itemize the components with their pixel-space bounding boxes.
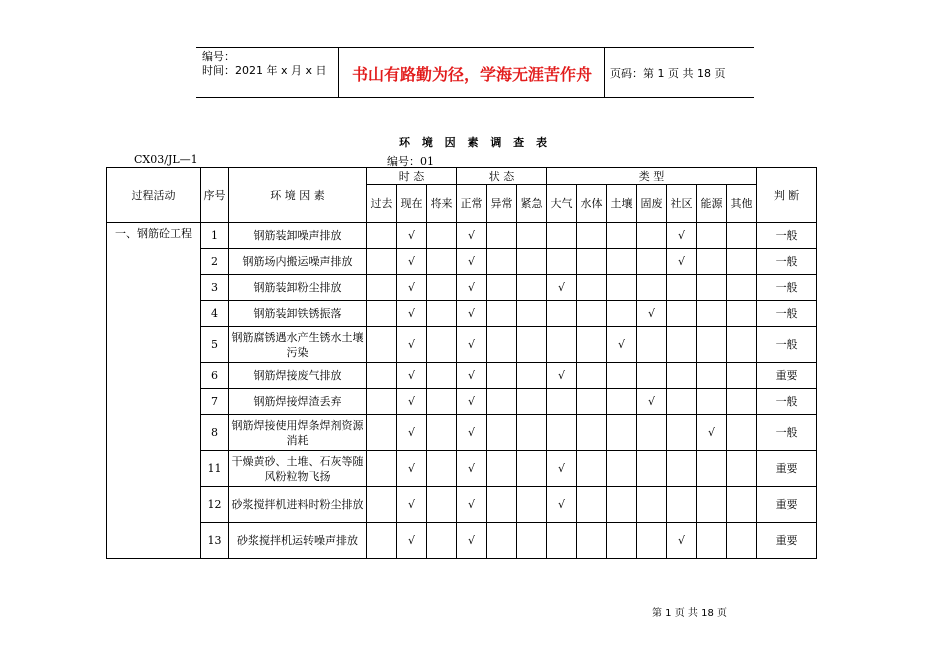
- state-cell: [487, 249, 517, 275]
- type-cell: [577, 249, 607, 275]
- type-cell: [697, 275, 727, 301]
- table-row: [107, 327, 817, 363]
- type-cell: [577, 451, 607, 487]
- state-check: √: [457, 389, 487, 415]
- state-cell: [487, 363, 517, 389]
- type-cell: [637, 363, 667, 389]
- col-time-0: 过去: [367, 185, 397, 223]
- table-row: [107, 223, 817, 249]
- time-cell: [427, 451, 457, 487]
- type-cell: [727, 363, 757, 389]
- row-judge: 一般: [757, 327, 817, 363]
- row-factor: 干燥黄砂、土堆、石灰等随风粉粒物飞扬: [229, 451, 367, 487]
- state-check: √: [457, 249, 487, 275]
- type-cell: [697, 363, 727, 389]
- table-row: [107, 389, 817, 415]
- activity-cell: 一、钢筋砼工程: [107, 223, 201, 559]
- row-no: 1: [201, 223, 229, 249]
- col-state-1: 异常: [487, 185, 517, 223]
- type-cell: [697, 487, 727, 523]
- time-label: 时间：2021 年 x 月 x 日: [202, 64, 327, 77]
- type-cell: [607, 451, 637, 487]
- type-cell: [607, 301, 637, 327]
- type-cell: [697, 327, 727, 363]
- col-type-6: 其他: [727, 185, 757, 223]
- time-check: √: [397, 301, 427, 327]
- time-cell: [427, 327, 457, 363]
- row-no: 3: [201, 275, 229, 301]
- state-cell: [487, 275, 517, 301]
- row-judge: 一般: [757, 249, 817, 275]
- type-cell: [697, 451, 727, 487]
- type-cell: [697, 389, 727, 415]
- type-cell: [547, 301, 577, 327]
- time-cell: [367, 301, 397, 327]
- time-cell: [367, 275, 397, 301]
- page-label: 页码：第 1 页 共 18 页: [610, 67, 726, 80]
- state-cell: [487, 451, 517, 487]
- time-cell: [367, 487, 397, 523]
- state-cell: [517, 249, 547, 275]
- type-cell: [637, 487, 667, 523]
- time-cell: [427, 523, 457, 559]
- row-factor: 砂浆搅拌机运转噪声排放: [229, 523, 367, 559]
- doc-code: CX03/JL—1: [134, 153, 198, 166]
- type-cell: [577, 523, 607, 559]
- type-cell: [667, 389, 697, 415]
- motto: 书山有路勤为径，学海无涯苦作舟: [351, 65, 592, 84]
- row-judge: 重要: [757, 451, 817, 487]
- col-judge: 判 断: [757, 168, 817, 223]
- row-no: 2: [201, 249, 229, 275]
- type-cell: [547, 249, 577, 275]
- type-cell: [577, 363, 607, 389]
- row-no: 6: [201, 363, 229, 389]
- time-check: √: [397, 275, 427, 301]
- row-no: 7: [201, 389, 229, 415]
- time-check: √: [397, 363, 427, 389]
- row-factor: 钢筋装卸噪声排放: [229, 223, 367, 249]
- row-judge: 一般: [757, 301, 817, 327]
- type-check: √: [667, 523, 697, 559]
- type-cell: [577, 275, 607, 301]
- type-cell: [667, 275, 697, 301]
- col-activity: 过程活动: [107, 168, 201, 223]
- time-cell: [427, 275, 457, 301]
- type-cell: [667, 363, 697, 389]
- state-check: √: [457, 223, 487, 249]
- col-type-group: 类 型: [547, 168, 757, 185]
- state-cell: [517, 523, 547, 559]
- row-factor: 钢筋装卸铁锈振落: [229, 301, 367, 327]
- state-cell: [487, 523, 517, 559]
- type-cell: [577, 389, 607, 415]
- row-factor: 钢筋装卸粉尘排放: [229, 275, 367, 301]
- state-check: √: [457, 523, 487, 559]
- type-cell: [727, 249, 757, 275]
- header-meta: [202, 50, 327, 78]
- time-cell: [427, 487, 457, 523]
- time-check: √: [397, 249, 427, 275]
- row-judge: 重要: [757, 487, 817, 523]
- row-factor: 钢筋场内搬运噪声排放: [229, 249, 367, 275]
- table-row: [107, 363, 817, 389]
- row-no: 11: [201, 451, 229, 487]
- row-judge: 一般: [757, 389, 817, 415]
- type-cell: [697, 249, 727, 275]
- row-no: 13: [201, 523, 229, 559]
- type-cell: [607, 275, 637, 301]
- type-cell: [607, 415, 637, 451]
- row-no: 5: [201, 327, 229, 363]
- time-check: √: [397, 451, 427, 487]
- row-judge: 重要: [757, 363, 817, 389]
- state-cell: [517, 223, 547, 249]
- state-cell: [517, 275, 547, 301]
- type-cell: [577, 223, 607, 249]
- table-row: [107, 275, 817, 301]
- row-judge: 重要: [757, 523, 817, 559]
- state-cell: [517, 451, 547, 487]
- time-cell: [367, 451, 397, 487]
- time-cell: [427, 223, 457, 249]
- state-check: √: [457, 487, 487, 523]
- col-type-3: 固废: [637, 185, 667, 223]
- state-cell: [517, 389, 547, 415]
- state-cell: [517, 363, 547, 389]
- type-cell: [607, 523, 637, 559]
- state-cell: [487, 327, 517, 363]
- state-check: √: [457, 451, 487, 487]
- row-no: 12: [201, 487, 229, 523]
- type-cell: [547, 223, 577, 249]
- table-row: [107, 415, 817, 451]
- type-cell: [727, 451, 757, 487]
- time-cell: [367, 415, 397, 451]
- state-check: √: [457, 363, 487, 389]
- row-factor: 钢筋焊接焊渣丢弃: [229, 389, 367, 415]
- serial-label: 编号：: [202, 50, 235, 63]
- type-cell: [727, 327, 757, 363]
- type-cell: [637, 451, 667, 487]
- doc-serial: 编号：01: [387, 155, 434, 168]
- row-factor: 钢筋腐锈遇水产生锈水土壤污染: [229, 327, 367, 363]
- type-cell: [667, 327, 697, 363]
- type-cell: [607, 487, 637, 523]
- time-cell: [427, 389, 457, 415]
- state-cell: [517, 487, 547, 523]
- type-check: √: [637, 301, 667, 327]
- type-check: √: [697, 415, 727, 451]
- row-no: 4: [201, 301, 229, 327]
- type-cell: [667, 487, 697, 523]
- time-check: √: [397, 487, 427, 523]
- type-cell: [727, 415, 757, 451]
- col-type-4: 社区: [667, 185, 697, 223]
- doc-title: 环 境 因 素 调 查 表: [399, 136, 551, 149]
- state-cell: [487, 415, 517, 451]
- time-cell: [367, 389, 397, 415]
- state-cell: [517, 327, 547, 363]
- page-footer: 第 1 页 共 18 页: [652, 608, 727, 619]
- time-check: √: [397, 223, 427, 249]
- time-check: √: [397, 389, 427, 415]
- state-cell: [487, 301, 517, 327]
- type-cell: [727, 223, 757, 249]
- state-cell: [487, 223, 517, 249]
- type-cell: [607, 389, 637, 415]
- type-check: √: [547, 363, 577, 389]
- type-cell: [637, 223, 667, 249]
- time-cell: [367, 223, 397, 249]
- col-time-2: 将来: [427, 185, 457, 223]
- time-cell: [367, 327, 397, 363]
- col-type-2: 土壤: [607, 185, 637, 223]
- type-check: √: [607, 327, 637, 363]
- state-cell: [517, 301, 547, 327]
- type-cell: [637, 275, 667, 301]
- col-type-1: 水体: [577, 185, 607, 223]
- type-cell: [667, 415, 697, 451]
- type-cell: [727, 275, 757, 301]
- state-cell: [517, 415, 547, 451]
- time-cell: [367, 363, 397, 389]
- state-cell: [487, 389, 517, 415]
- row-factor: 钢筋焊接废气排放: [229, 363, 367, 389]
- row-judge: 一般: [757, 223, 817, 249]
- type-cell: [577, 487, 607, 523]
- type-cell: [547, 523, 577, 559]
- time-cell: [427, 301, 457, 327]
- type-cell: [607, 363, 637, 389]
- col-type-5: 能源: [697, 185, 727, 223]
- time-cell: [367, 249, 397, 275]
- time-cell: [427, 249, 457, 275]
- time-check: √: [397, 523, 427, 559]
- table-row: [107, 487, 817, 523]
- type-cell: [547, 415, 577, 451]
- type-cell: [727, 389, 757, 415]
- type-cell: [697, 301, 727, 327]
- col-time-1: 现在: [397, 185, 427, 223]
- col-type-0: 大气: [547, 185, 577, 223]
- type-cell: [607, 223, 637, 249]
- type-cell: [727, 523, 757, 559]
- table-row: [107, 523, 817, 559]
- row-judge: 一般: [757, 275, 817, 301]
- type-check: √: [667, 249, 697, 275]
- time-cell: [427, 363, 457, 389]
- page-header: [196, 47, 754, 98]
- col-state-group: 状 态: [457, 168, 547, 185]
- table-row: [107, 301, 817, 327]
- state-check: √: [457, 275, 487, 301]
- type-cell: [667, 451, 697, 487]
- time-check: √: [397, 327, 427, 363]
- type-cell: [607, 249, 637, 275]
- type-cell: [637, 523, 667, 559]
- type-cell: [727, 487, 757, 523]
- type-check: √: [637, 389, 667, 415]
- state-check: √: [457, 301, 487, 327]
- col-no: 序号: [201, 168, 229, 223]
- header-divider: [604, 48, 605, 97]
- type-cell: [547, 327, 577, 363]
- time-check: √: [397, 415, 427, 451]
- type-cell: [637, 327, 667, 363]
- col-time-group: 时 态: [367, 168, 457, 185]
- type-cell: [637, 249, 667, 275]
- type-cell: [637, 415, 667, 451]
- col-factor: 环 境 因 素: [229, 168, 367, 223]
- type-cell: [577, 327, 607, 363]
- col-state-0: 正常: [457, 185, 487, 223]
- col-state-2: 紧急: [517, 185, 547, 223]
- type-cell: [577, 301, 607, 327]
- state-cell: [487, 487, 517, 523]
- type-check: √: [547, 275, 577, 301]
- type-cell: [697, 223, 727, 249]
- table-row: [107, 451, 817, 487]
- survey-table: [106, 167, 817, 559]
- state-check: √: [457, 327, 487, 363]
- type-cell: [577, 415, 607, 451]
- type-check: √: [667, 223, 697, 249]
- type-cell: [727, 301, 757, 327]
- row-judge: 一般: [757, 415, 817, 451]
- type-cell: [697, 523, 727, 559]
- row-factor: 钢筋焊接使用焊条焊剂资源消耗: [229, 415, 367, 451]
- time-cell: [427, 415, 457, 451]
- type-cell: [667, 301, 697, 327]
- time-cell: [367, 523, 397, 559]
- table-row: [107, 249, 817, 275]
- type-cell: [547, 389, 577, 415]
- type-check: √: [547, 487, 577, 523]
- row-no: 8: [201, 415, 229, 451]
- state-check: √: [457, 415, 487, 451]
- row-factor: 砂浆搅拌机进料时粉尘排放: [229, 487, 367, 523]
- type-check: √: [547, 451, 577, 487]
